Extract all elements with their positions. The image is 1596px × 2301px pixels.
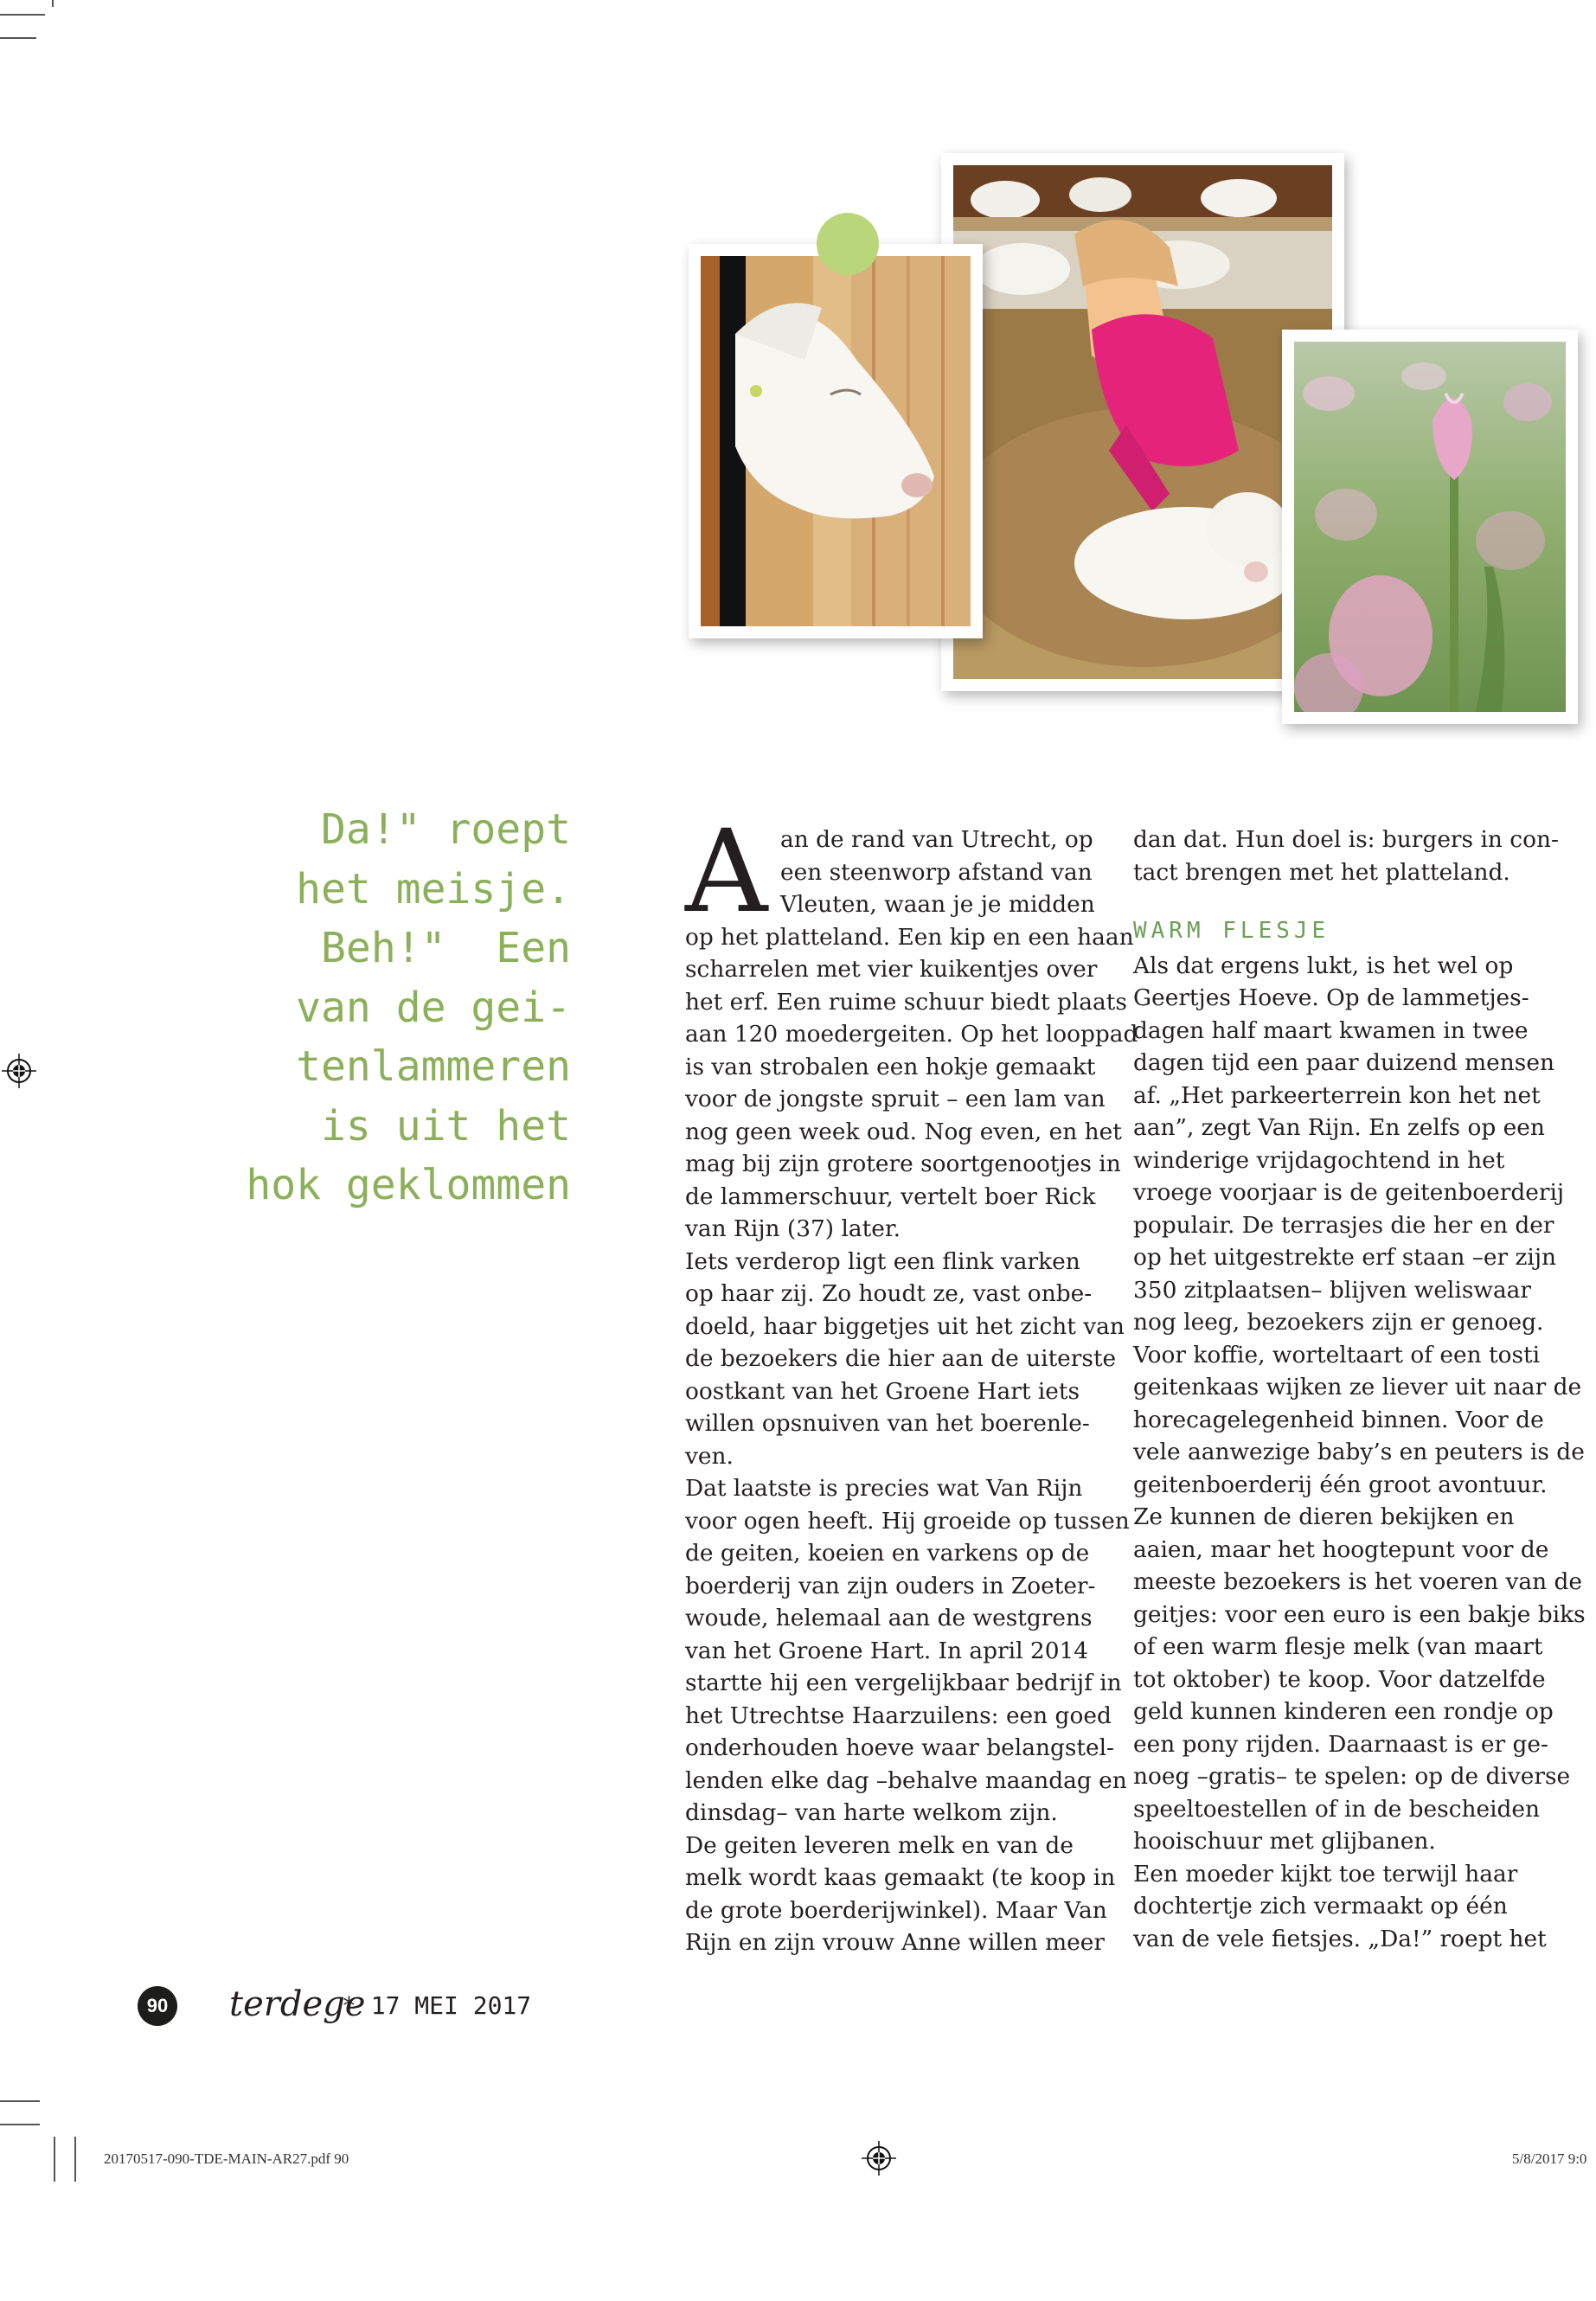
pull-quote-line: tenlammeren <box>296 1042 571 1091</box>
body-line: dochtertje zich vermaakt op één <box>1133 1893 1508 1920</box>
body-line: dagen half maart kwamen in twee <box>1133 1016 1529 1044</box>
body-line: voor ogen heeft. Hij groeide op tussen <box>685 1507 1130 1535</box>
body-line: vele aanwezige baby’s en peuters is de <box>1133 1439 1585 1465</box>
body-line: nog leeg, bezoekers zijn er genoeg. <box>1133 1309 1544 1336</box>
body-line: Als dat ergens lukt, is het wel op <box>1133 952 1514 979</box>
body-line: geld kunnen kinderen een rondje op <box>1133 1698 1554 1725</box>
body-line: Geertjes Hoeve. Op de lammetjes- <box>1133 984 1529 1011</box>
body-line: ven. <box>685 1442 734 1470</box>
body-line: van Rijn (37) later. <box>685 1215 901 1242</box>
body-line: Rijn en zijn vrouw Anne willen meer <box>685 1929 1106 1956</box>
body-line: of een warm flesje melk (van maart <box>1133 1633 1543 1660</box>
registration-target-icon <box>2 1054 36 1088</box>
magazine-logo: terdege <box>229 1984 366 2024</box>
pull-quote <box>199 800 571 1215</box>
body-line: nog geen week oud. Nog even, en het <box>685 1118 1122 1145</box>
body-line: Dat laatste is precies wat Van Rijn <box>685 1475 1083 1502</box>
body-line: Voor koffie, worteltaart of een tosti <box>1133 1341 1541 1368</box>
body-line: een pony rijden. Daarnaast is er ge- <box>1133 1730 1548 1758</box>
body-line: doeld, haar biggetjes uit het zicht van <box>685 1312 1125 1340</box>
body-line: geitjes: voor een euro is een bakje biks <box>1133 1600 1586 1628</box>
body-line: an de rand van Utrecht, op <box>780 826 1093 853</box>
pull-quote-line: het meisje. <box>296 864 571 913</box>
body-line: horecagelegenheid binnen. Voor de <box>1133 1406 1544 1433</box>
body-line: aaien, maar het hoogtepunt voor de <box>1133 1535 1549 1563</box>
body-line: melk wordt kaas gemaakt (te koop in <box>685 1864 1116 1891</box>
body-line: af. „Het parkeerterrein kon het net <box>1133 1081 1541 1109</box>
body-line: woude, helemaal aan de westgrens <box>685 1605 1093 1631</box>
crop-mark <box>0 37 36 39</box>
body-line: op haar zij. Zo houdt ze, vast onbe- <box>685 1280 1093 1307</box>
body-line: geitenkaas wijken ze liever uit naar de <box>1133 1374 1582 1400</box>
body-line: boerderij van zijn ouders in Zoeter- <box>685 1572 1096 1599</box>
body-line: oostkant van het Groene Hart iets <box>685 1377 1080 1405</box>
page-number-badge: 90 <box>138 1986 177 2026</box>
article-column-1 <box>685 824 1138 1959</box>
body-line: op het uitgestrekte erf staan –er zijn <box>1133 1244 1557 1271</box>
body-line: mag bij zijn grotere soortgenootjes in <box>685 1150 1121 1177</box>
body-line: tact brengen met het platteland. <box>1133 858 1510 886</box>
photo-goat-head <box>689 244 983 638</box>
pull-quote-line: Da!" roept <box>321 805 571 854</box>
body-line: onderhouden hoeve waar belangstel- <box>685 1734 1114 1761</box>
crop-mark <box>0 14 45 16</box>
decorative-green-dot <box>817 213 879 275</box>
body-line: aan 120 moedergeiten. Op het looppad <box>685 1021 1138 1048</box>
body-line: 350 zitplaatsen– blijven weliswaar <box>1133 1276 1532 1304</box>
body-line: dinsdag– van harte welkom zijn. <box>685 1799 1058 1826</box>
body-line: de grote boerderijwinkel). Maar Van <box>685 1896 1107 1924</box>
body-line: meeste bezoekers is het voeren van de <box>1133 1568 1583 1595</box>
body-line: De geiten leveren melk en van de <box>685 1831 1074 1859</box>
body-line: Een moeder kijkt toe terwijl haar <box>1133 1860 1518 1888</box>
body-line: aan”, zegt Van Rijn. En zelfs op een <box>1133 1114 1545 1141</box>
crop-mark <box>0 2124 40 2125</box>
crop-mark <box>0 2100 40 2102</box>
crop-mark <box>54 2137 55 2182</box>
pull-quote-line: is uit het <box>321 1101 571 1150</box>
body-line: Ze kunnen de dieren bekijken en <box>1133 1503 1515 1530</box>
body-line: is van strobalen een hokje gemaakt <box>685 1053 1096 1080</box>
body-line: startte hij een vergelijkbaar bedrijf in <box>685 1670 1122 1696</box>
body-line: het erf. Een ruime schuur biedt plaats <box>685 988 1127 1016</box>
section-subhead: WARM FLESJE <box>1133 918 1330 944</box>
body-line: van de vele fietsjes. „Da!” roept het <box>1133 1925 1547 1952</box>
body-line: het Utrechtse Haarzuilens: een goed <box>685 1702 1112 1729</box>
body-line: populair. De terrasjes die her en der <box>1133 1211 1554 1239</box>
slug-filename: 20170517-090-TDE-MAIN-AR27.pdf 90 <box>104 2150 349 2167</box>
body-line: tot oktober) te koop. Voor datzelfde <box>1133 1665 1546 1693</box>
crop-mark <box>52 0 54 7</box>
body-line: geitenboerderij één groot avontuur. <box>1133 1471 1548 1498</box>
slug-date: 5/8/2017 9:0 <box>1512 2150 1587 2167</box>
body-line: op het platteland. Een kip en een haan <box>685 923 1134 951</box>
body-line: een steenworp afstand van <box>780 858 1093 886</box>
body-line: scharrelen met vier kuikentjes over <box>685 956 1098 983</box>
body-line: voor de jongste spruit – een lam van <box>685 1086 1106 1112</box>
crop-mark <box>74 2137 76 2182</box>
body-line: Iets verderop ligt een flink varken <box>685 1247 1080 1275</box>
photo-pink-tulips <box>1282 330 1578 724</box>
drop-cap: A <box>685 805 768 939</box>
body-line: dagen tijd een paar duizend mensen <box>1133 1049 1554 1076</box>
body-line: van het Groene Hart. In april 2014 <box>685 1637 1089 1664</box>
issue-date: * 17 MEI 2017 <box>342 1991 532 2020</box>
pull-quote-line: Beh!" Een <box>321 924 571 972</box>
body-line: winderige vrijdagochtend in het <box>1133 1146 1505 1174</box>
article-column-2 <box>1133 824 1586 1955</box>
registration-target-icon <box>862 2141 896 2176</box>
body-line: speeltoestellen of in de bescheiden <box>1133 1795 1541 1823</box>
body-line: de bezoekers die hier aan de uiterste <box>685 1345 1117 1372</box>
pull-quote-line: hok geklommen <box>246 1161 571 1209</box>
body-line: dan dat. Hun doel is: burgers in con- <box>1133 826 1559 853</box>
body-line: lenden elke dag –behalve maandag en <box>685 1766 1127 1794</box>
body-line: hooischuur met glijbanen. <box>1133 1828 1436 1855</box>
pull-quote-line: van de gei- <box>296 983 571 1032</box>
body-line: de geiten, koeien en varkens op de <box>685 1540 1090 1567</box>
body-line: noeg –gratis– te spelen: op de diverse <box>1133 1763 1571 1790</box>
body-line: de lammerschuur, vertelt boer Rick <box>685 1183 1096 1210</box>
body-line: vroege voorjaar is de geitenboerderij <box>1133 1179 1565 1206</box>
body-line: Vleuten, waan je je midden <box>780 891 1095 918</box>
body-line: willen opsnuiven van het boerenle- <box>685 1410 1090 1437</box>
